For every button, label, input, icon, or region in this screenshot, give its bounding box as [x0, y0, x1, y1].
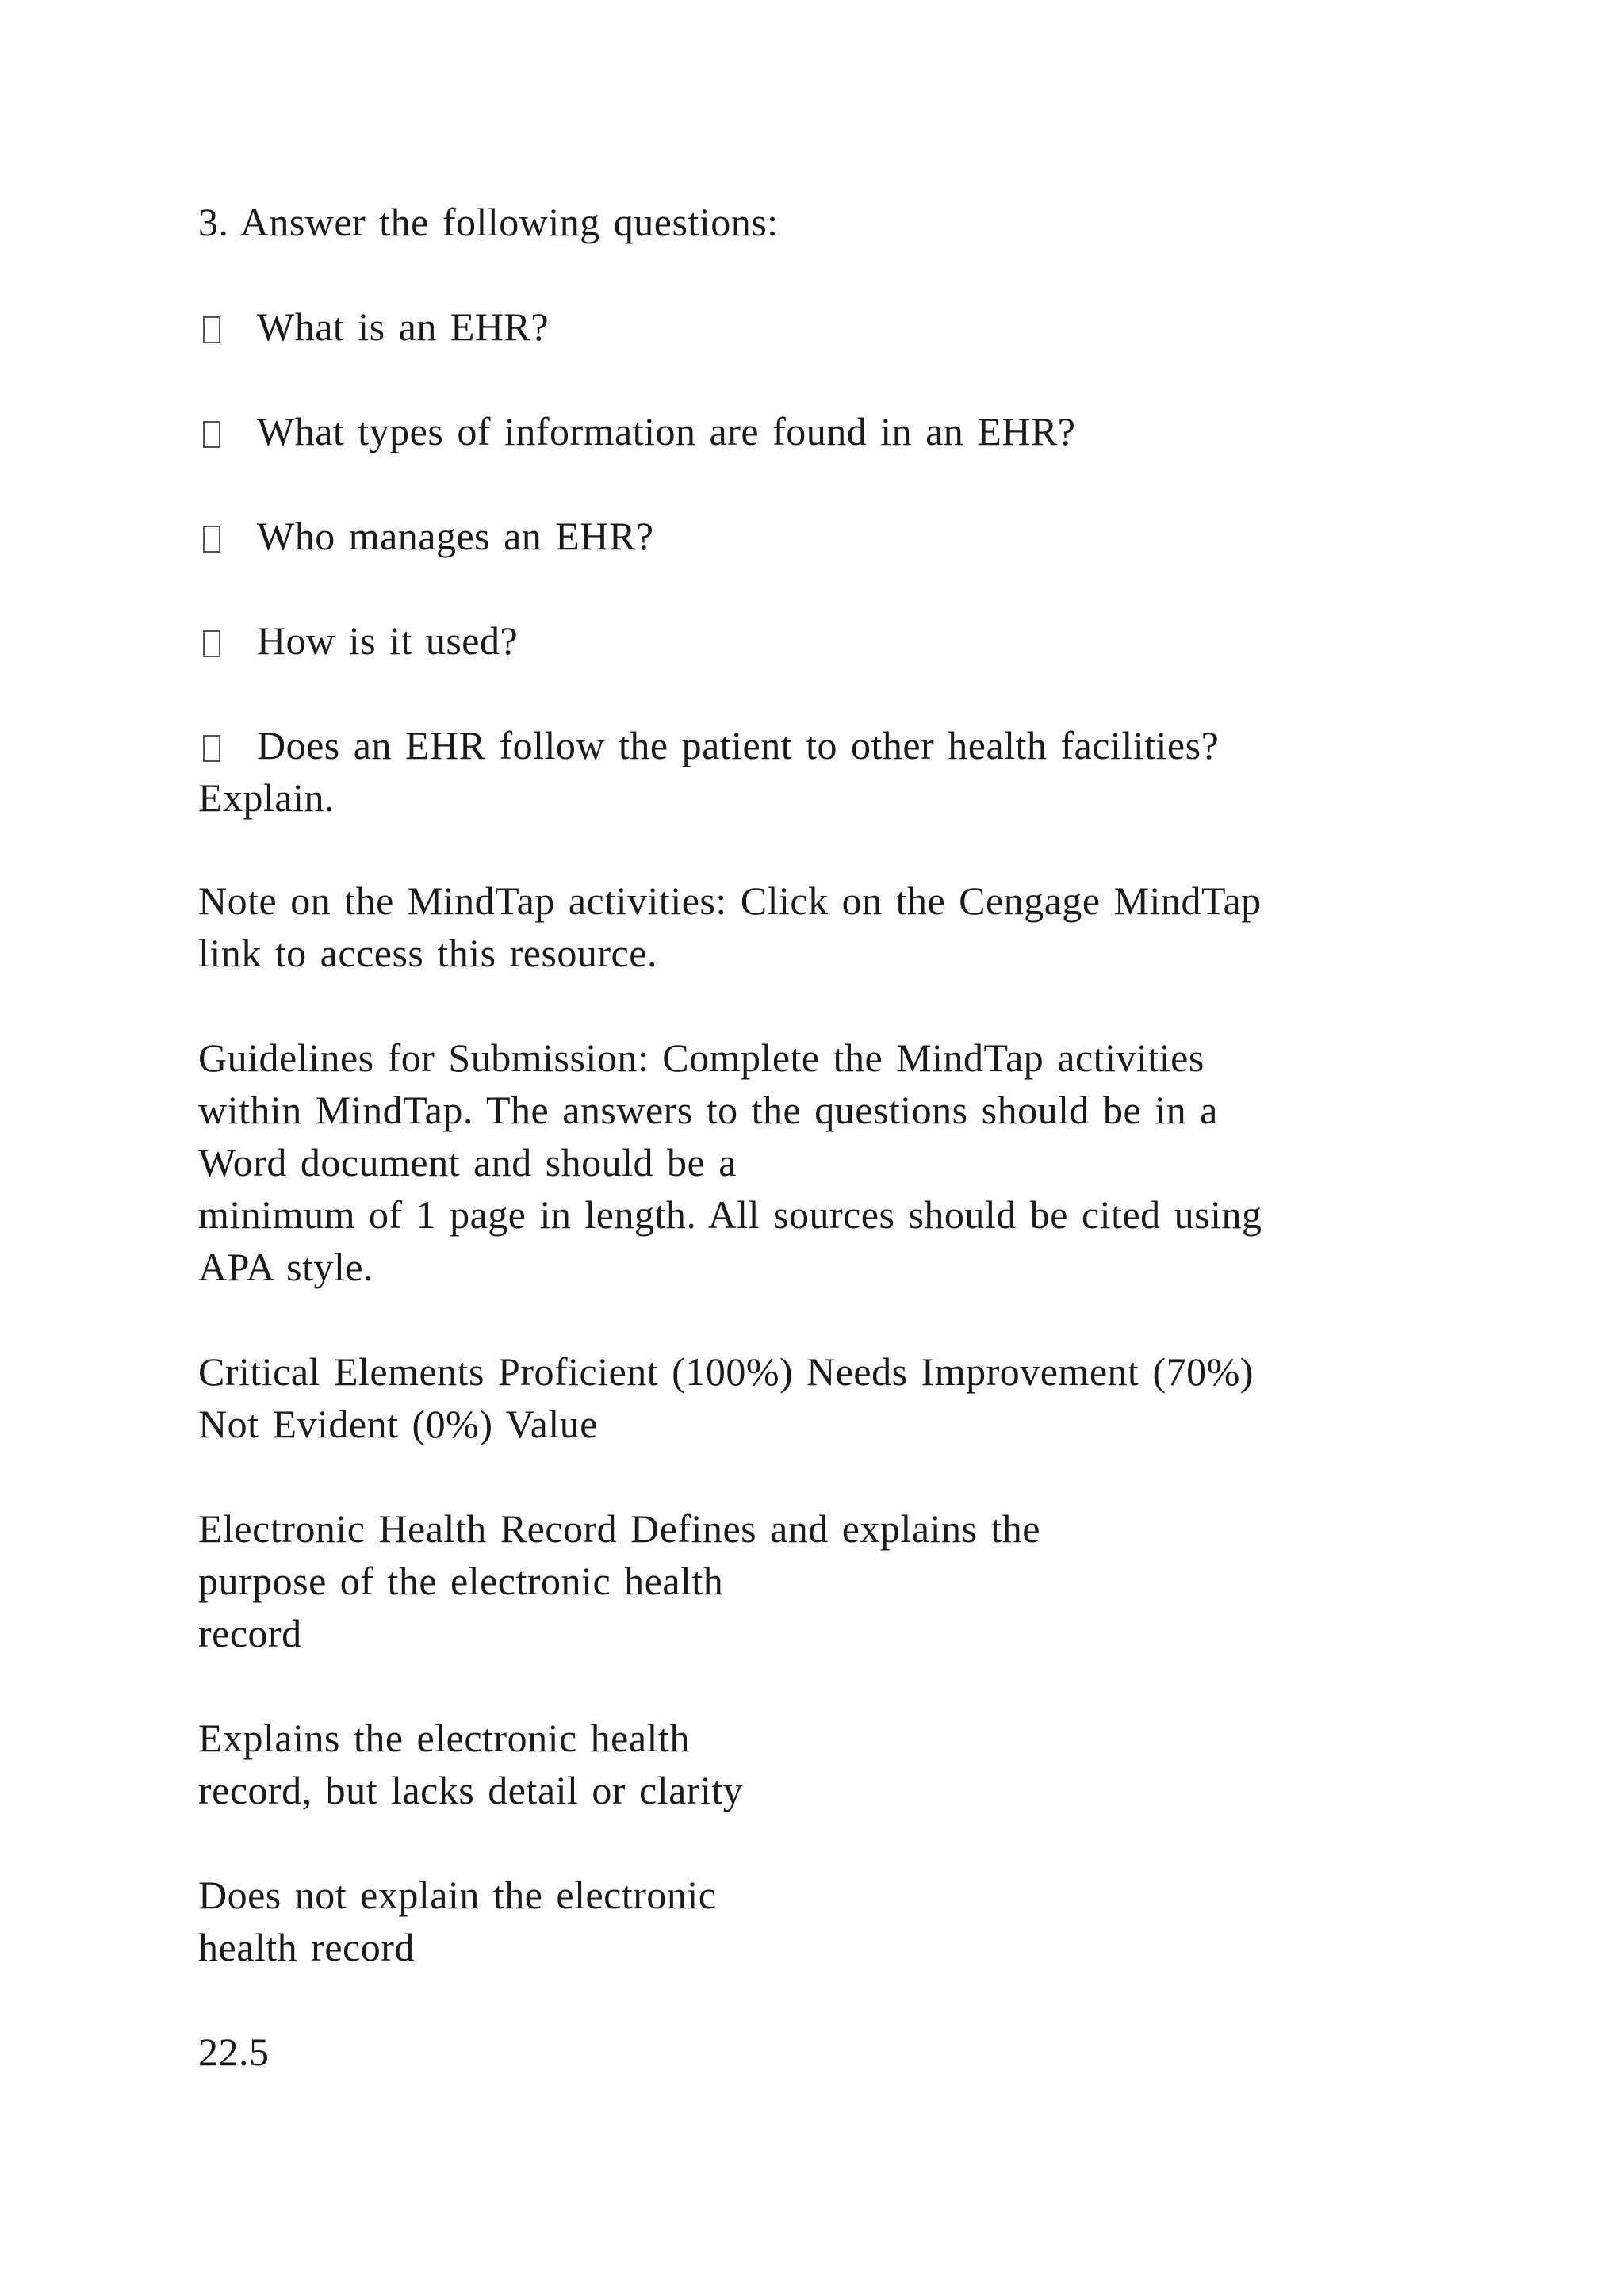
rubric-proficient-line: Electronic Health Record Defines and explains the — [198, 1506, 1041, 1551]
bullet-square-icon — [203, 630, 220, 657]
question-item: Who manages an EHR? — [198, 511, 654, 561]
guidelines-line: APA style. — [198, 1245, 374, 1289]
guidelines-line: Guidelines for Submission: Complete the MindTap activities — [198, 1035, 1205, 1080]
intro-line: 3. Answer the following questions: — [198, 200, 779, 244]
rubric-proficient-line: record — [198, 1611, 302, 1655]
rubric-header-line: Not Evident (0%) Value — [198, 1402, 598, 1446]
value-line: 22.5 — [198, 2030, 270, 2074]
rubric-needs-improvement-line: Explains the electronic health — [198, 1716, 690, 1760]
bullet-square-icon — [203, 316, 220, 343]
question-item: Does an EHR follow the patient to other health facilities? — [198, 720, 1219, 771]
question-item: How is it used? — [198, 615, 518, 666]
rubric-not-evident-line: health record — [198, 1925, 415, 1969]
question-continuation: Explain. — [198, 775, 335, 820]
note-line: Note on the MindTap activities: Click on the Cengage MindTap — [198, 878, 1262, 923]
question-item: What is an EHR? — [198, 301, 549, 352]
question-item: What types of information are found in an EHR? — [198, 406, 1076, 457]
rubric-header-line: Critical Elements Proficient (100%) Needs Improvement (70%) — [198, 1349, 1254, 1394]
rubric-not-evident-line: Does not explain the electronic — [198, 1873, 717, 1917]
guidelines-line: within MindTap. The answers to the questions should be in a — [198, 1088, 1218, 1132]
note-line: link to access this resource. — [198, 931, 657, 975]
guidelines-line: Word document and should be a — [198, 1140, 737, 1184]
bullet-square-icon — [203, 735, 220, 762]
rubric-proficient-line: purpose of the electronic health — [198, 1559, 724, 1603]
guidelines-line: minimum of 1 page in length. All sources should be cited using — [198, 1192, 1262, 1237]
bullet-square-icon — [203, 421, 220, 448]
rubric-needs-improvement-line: record, but lacks detail or clarity — [198, 1768, 744, 1812]
bullet-square-icon — [203, 526, 220, 553]
